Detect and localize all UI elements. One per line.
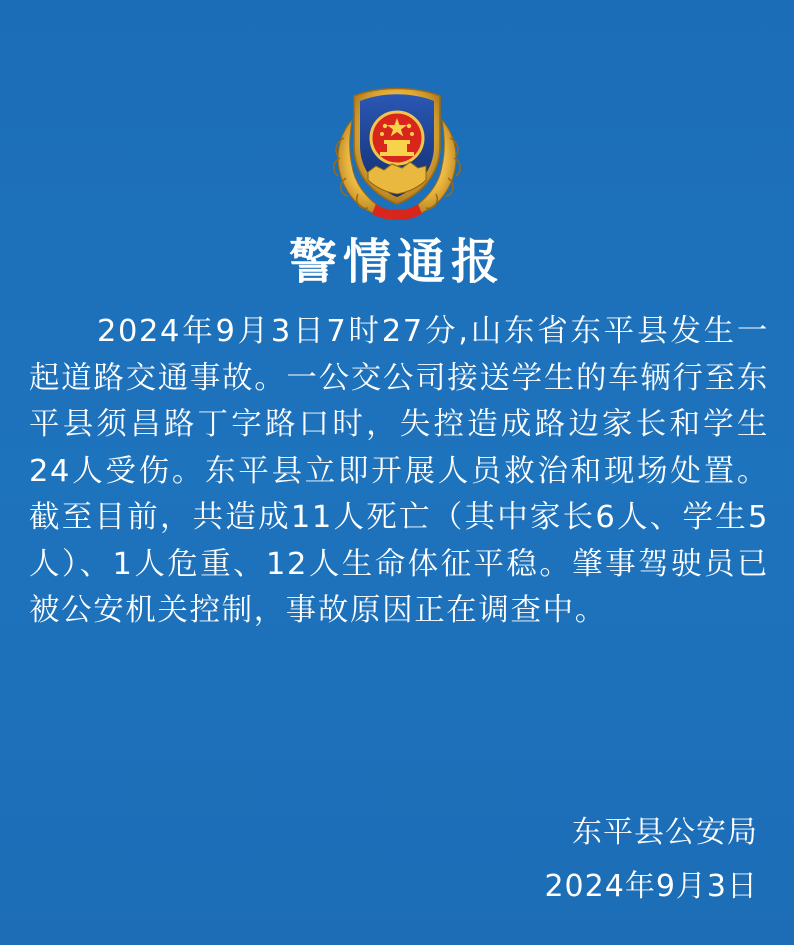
issuer-name: 东平县公安局 — [572, 815, 758, 850]
issue-date: 2024年9月3日 — [544, 869, 758, 904]
notice-body: 2024年9月3日7时27分,山东省东平县发生一起道路交通事故。一公交公司接送学生的车辆行至东平县须昌路丁字路口时，失控造成路边家长和学生24人受伤。东平县立即开展人员救治和现场处置。截至目前，共造成11人死亡（其中家长6人、学生5人）、1人危重、12人生命体征平稳。肇事驾驶员已被公安机关控制，事故原因正在调查中。 — [29, 314, 769, 628]
signature-block — [544, 806, 758, 914]
police-badge-icon — [326, 76, 468, 222]
notice-title: 警情通报 — [288, 234, 505, 290]
